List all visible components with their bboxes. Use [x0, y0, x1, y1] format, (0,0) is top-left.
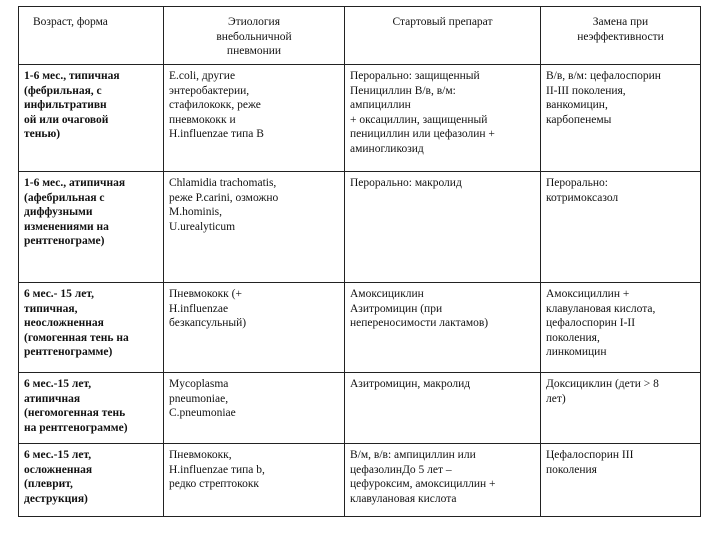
- cell-start-drug: Азитромицин, макролид: [345, 373, 541, 444]
- cell-replacement: Амоксициллин + клавулановая кислота, цефалоспорин I-II поколения, линкомицин: [541, 283, 701, 373]
- cell-replacement: Доксициклин (дети > 8 лет): [541, 373, 701, 444]
- table-row: [19, 283, 701, 373]
- cell-age-form: 6 мес.-15 лет, атипичная (негомогенная тень на рентгенограмме): [19, 373, 164, 444]
- cell-etiology: Пневмококк (+ H.influenzae безкапсульный): [164, 283, 345, 373]
- table-row: [19, 172, 701, 283]
- cell-age-form: 1-6 мес., типичная (фебрильная, с инфильтративн ой или очаговой тенью): [19, 65, 164, 172]
- header-start-drug: Стартовый препарат: [345, 7, 541, 65]
- cell-age-form: 6 мес.- 15 лет, типичная, неосложненная (гомогенная тень на рентгенограмме): [19, 283, 164, 373]
- cell-etiology: Пневмококк, H.influenzae типа b, редко стрептококк: [164, 444, 345, 517]
- table-header-row: [19, 7, 701, 65]
- cell-start-drug: В/м, в/в: ампициллин или цефазолинДо 5 лет – цефуроксим, амоксициллин + клавулановая кислота: [345, 444, 541, 517]
- cell-etiology: E.coli, другие энтеробактерии, стафилококк, реже пневмококк и H.influenzae типа B: [164, 65, 345, 172]
- header-age-form: Возраст, форма: [19, 7, 164, 65]
- table-row: [19, 65, 701, 172]
- header-replacement: Замена при неэффективности: [541, 7, 701, 65]
- table-row: [19, 444, 701, 517]
- treatment-table: [18, 6, 701, 517]
- cell-start-drug: Перорально: макролид: [345, 172, 541, 283]
- cell-age-form: 1-6 мес., атипичная (афебрильная с диффузными изменениями на рентгенограме): [19, 172, 164, 283]
- cell-replacement: В/в, в/м: цефалоспорин II-III поколения, ванкомицин, карбопенемы: [541, 65, 701, 172]
- cell-start-drug: Амоксициклин Азитромицин (при непереносимости лактамов): [345, 283, 541, 373]
- header-etiology: Этиология внебольничной пневмонии: [164, 7, 345, 65]
- table-row: [19, 373, 701, 444]
- cell-start-drug: Перорально: защищенный Пенициллин В/в, в/м: ампициллин + оксациллин, защищенный пенициллин или цефазолин + аминогликозид: [345, 65, 541, 172]
- cell-etiology: Chlamidia trachomatis, реже P.carini, озможно M.hominis, U.urealyticum: [164, 172, 345, 283]
- cell-replacement: Цефалоспорин III поколения: [541, 444, 701, 517]
- cell-etiology: Mycoplasma pneumoniae, C.pneumoniae: [164, 373, 345, 444]
- cell-age-form: 6 мес.-15 лет, осложненная (плеврит, деструкция): [19, 444, 164, 517]
- pneumonia-treatment-document: [18, 6, 700, 517]
- cell-replacement: Перорально: котримоксазол: [541, 172, 701, 283]
